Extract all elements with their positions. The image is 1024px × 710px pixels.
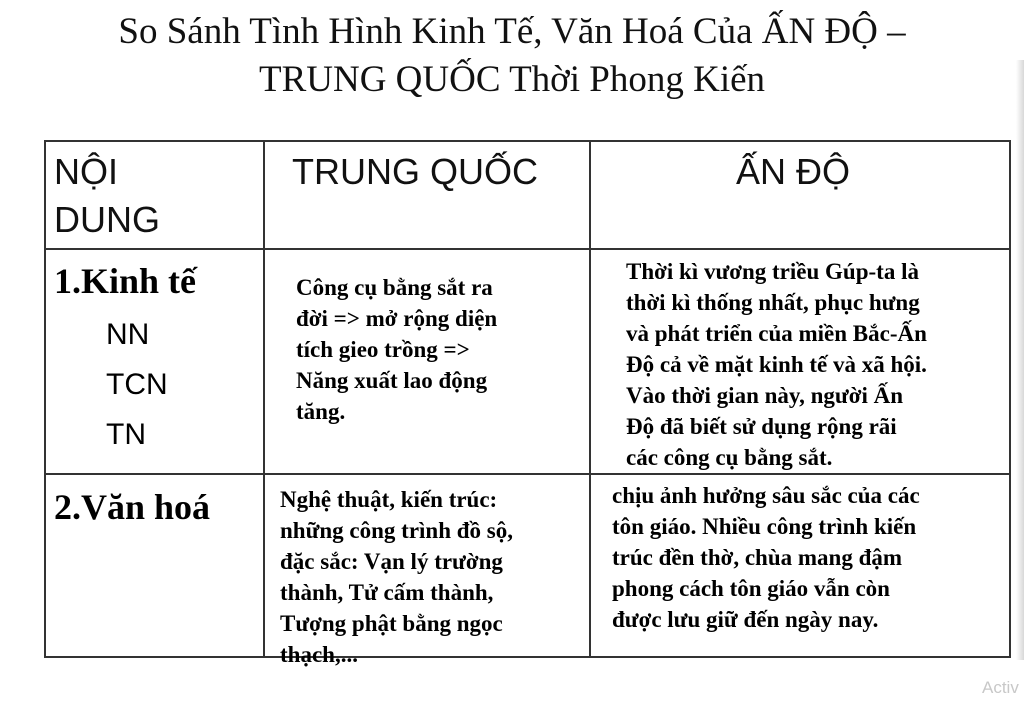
column-divider-1	[263, 142, 265, 656]
row-culture-label: 2.Văn hoá	[54, 487, 211, 527]
row-economy-china: Công cụ bằng sắt ra đời => mở rộng diện tích gieo trồng => Năng xuất lao động tăng.	[296, 275, 498, 424]
header-india: ẤN ĐỘ	[736, 151, 851, 192]
title-line-1: So Sánh Tình Hình Kinh Tế, Văn Hoá Của ẤN ĐỘ –	[118, 11, 906, 52]
row-culture-india: chịu ảnh hưởng sâu sắc của các tôn giáo. Nhiều công trình kiến trúc đền thờ, chùa mang đậm phong cách tôn giáo vẫn còn được lưu giữ đến ngày nay.	[612, 483, 920, 632]
activation-watermark: Activ	[982, 678, 1019, 697]
row-divider-1	[46, 473, 1009, 475]
header-content: NỘI DUNG	[54, 151, 160, 240]
row-economy-label-cell	[54, 258, 259, 460]
header-china: TRUNG QUỐC	[292, 151, 538, 192]
subitem-tn: TN	[106, 418, 146, 451]
window-edge-shadow	[1016, 60, 1024, 660]
row-economy-label: 1.Kinh tế	[54, 261, 197, 301]
column-divider-2	[589, 142, 591, 656]
row-economy-india: Thời kì vương triều Gúp-ta là thời kì thống nhất, phục hưng và phát triển của miền Bắc-Ấn Độ cả về mặt kinh tế và xã hội. Vào thời gian này, người Ấn Độ đã biết sử dụng rộng rãi các công cụ bằng sắt.	[626, 259, 927, 470]
row-divider-header	[46, 248, 1009, 250]
subitem-tcn: TCN	[106, 368, 168, 401]
page-title	[0, 8, 1024, 104]
subitem-nn: NN	[106, 318, 150, 351]
row-culture-china: Nghệ thuật, kiến trúc: những công trình đồ sộ, đặc sắc: Vạn lý trường thành, Tử cấm thành, Tượng phật bằng ngọc thạch,...	[280, 487, 514, 667]
comparison-table	[44, 140, 1011, 667]
title-line-2: TRUNG QUỐC Thời Phong Kiến	[258, 59, 766, 100]
